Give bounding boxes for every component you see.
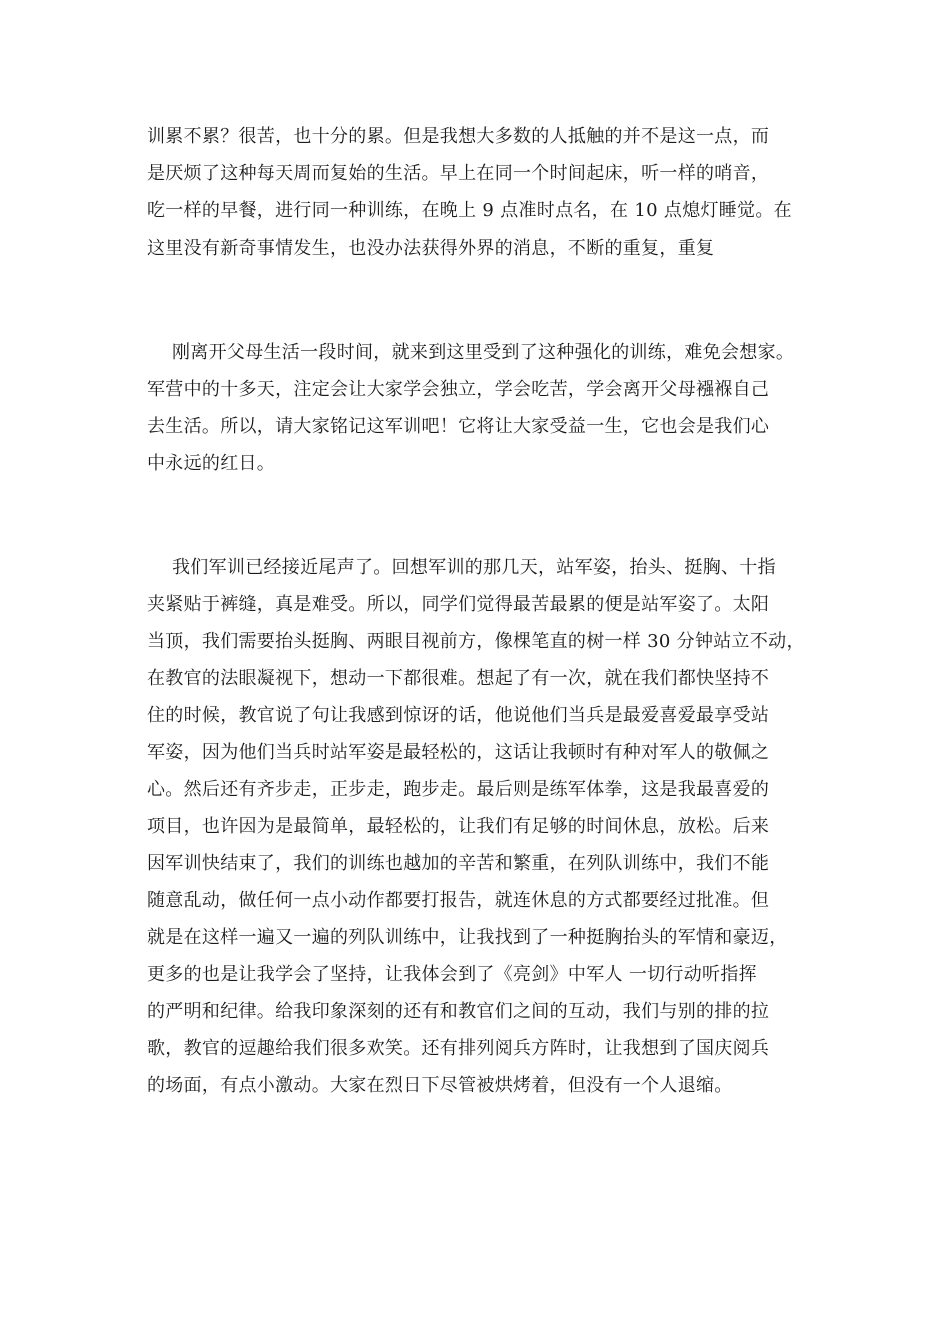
text-line: 住的时候，教官说了句让我感到惊讶的话，他说他们当兵是最爱喜爱最享受站	[147, 705, 770, 726]
text-line: 当顶，我们需要抬头挺胸、两眼目视前方，像棵笔直的树一样 30 分钟站立不动，	[147, 631, 805, 652]
text-line: 是厌烦了这种每天周而复始的生活。早上在同一个时间起床，听一样的哨音，	[147, 163, 770, 184]
text-line: 训累不累？很苦，也十分的累。但是我想大多数的人抵触的并不是这一点，而	[147, 126, 770, 147]
text-line: 去生活。所以，请大家铭记这军训吧！它将让大家受益一生，它也会是我们心	[147, 416, 770, 437]
text-line: 心。然后还有齐步走，正步走，跑步走。最后则是练军体拳，这是我最喜爱的	[147, 779, 770, 800]
text-line: 中永远的红日。	[147, 453, 276, 474]
text-line: 更多的也是让我学会了坚持，让我体会到了《亮剑》中军人 一切行动听指挥	[147, 964, 757, 985]
text-line: 夹紧贴于裤缝，真是难受。所以，同学们觉得最苦最累的便是站军姿了。太阳	[147, 594, 770, 615]
text-line: 刚离开父母生活一段时间，就来到这里受到了这种强化的训练，难免会想家。	[172, 342, 795, 363]
text-line: 吃一样的早餐，进行同一种训练，在晚上 9 点准时点名，在 10 点熄灯睡觉。在	[147, 200, 792, 221]
text-line: 军营中的十多天，注定会让大家学会独立，学会吃苦，学会离开父母襁褓自己	[147, 379, 770, 400]
text-line: 这里没有新奇事情发生，也没办法获得外界的消息，不断的重复，重复	[147, 238, 715, 259]
text-line: 因军训快结束了，我们的训练也越加的辛苦和繁重，在列队训练中，我们不能	[147, 853, 770, 874]
text-line: 歌，教官的逗趣给我们很多欢笑。还有排列阅兵方阵时，让我想到了国庆阅兵	[147, 1038, 770, 1059]
text-line: 的严明和纪律。给我印象深刻的还有和教官们之间的互动，我们与别的排的拉	[147, 1001, 770, 1022]
text-line: 随意乱动，做任何一点小动作都要打报告，就连休息的方式都要经过批准。但	[147, 890, 770, 911]
text-line: 项目，也许因为是最简单，最轻松的，让我们有足够的时间休息，放松。后来	[147, 816, 770, 837]
text-line: 军姿，因为他们当兵时站军姿是最轻松的，这话让我顿时有种对军人的敬佩之	[147, 742, 770, 763]
text-line: 就是在这样一遍又一遍的列队训练中，让我找到了一种挺胸抬头的军情和豪迈，	[147, 927, 788, 948]
text-line: 的场面，有点小激动。大家在烈日下尽管被烘烤着，但没有一个人退缩。	[147, 1075, 733, 1096]
text-line: 在教官的法眼凝视下，想动一下都很难。想起了有一次，就在我们都快坚持不	[147, 668, 770, 689]
text-line: 我们军训已经接近尾声了。回想军训的那几天，站军姿，抬头、挺胸、十指	[172, 557, 776, 578]
